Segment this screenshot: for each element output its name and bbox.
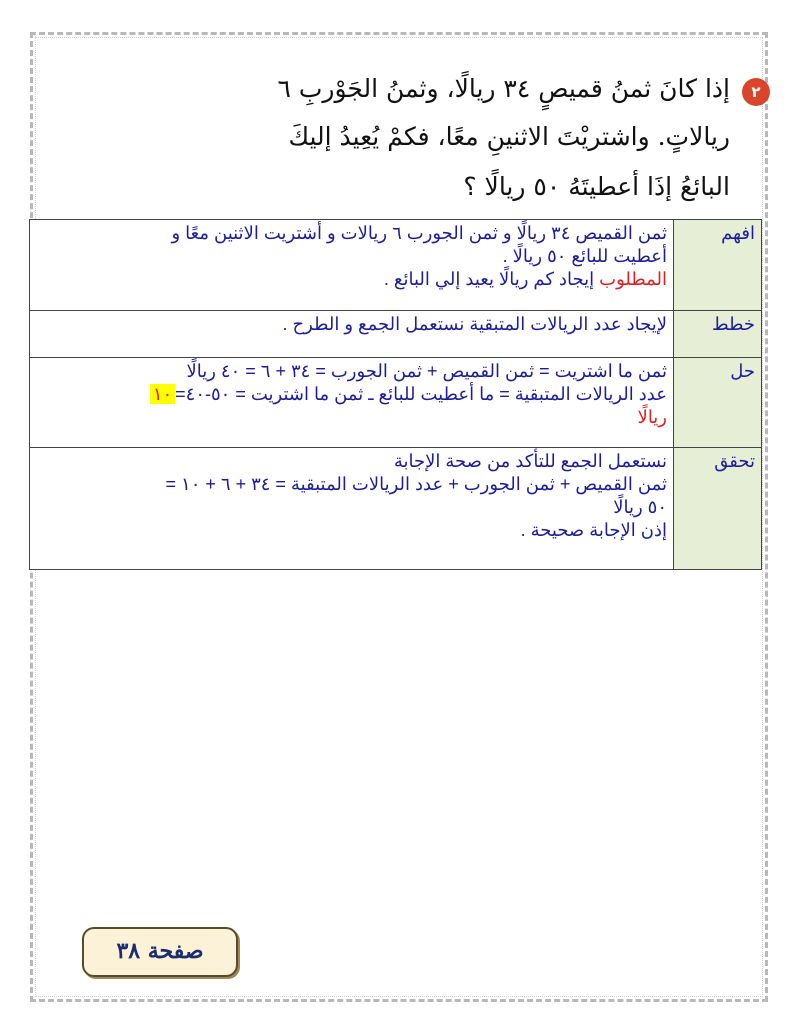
check-line-2: ثمن القميص + ثمن الجورب + عدد الريالات المتبقية = ٣٤ + ٦ + ١٠ = [165, 474, 667, 494]
solution-table [29, 219, 762, 570]
row-plan [30, 311, 762, 358]
row-body-plan [30, 311, 674, 358]
problem-line-2: ريالاتٍ. واشتريْتَ الاثنينِ معًا، فكمْ يُعِيدُ إليكَ [288, 122, 730, 151]
required-text: إيجاد كم ريالًا يعيد إلي البائع . [383, 269, 600, 289]
solve-answer-highlight: ١٠ [150, 384, 175, 404]
solve-line-2 [36, 383, 667, 406]
understand-line-1: ثمن القميص ٣٤ ريالًا و ثمن الجورب ٦ ريالات و أشتريت الاثنين معًا و [171, 223, 667, 243]
row-label-understand: افهم [674, 220, 762, 311]
problem-line-3: البائعُ إذَا أعطيتَهُ ٥٠ ريالًا ؟ [463, 172, 730, 201]
page-number-badge: صفحة ٣٨ [82, 927, 238, 977]
required-word: المطلوب [599, 269, 667, 289]
solve-line-1: ثمن ما اشتريت = ثمن القميص + ثمن الجورب = ٣٤ + ٦ = ٤٠ ريالًا [186, 361, 667, 381]
row-label-plan: خطط [674, 311, 762, 358]
solve-answer-unit: ريالًا [637, 407, 667, 427]
solve-equation: عدد الريالات المتبقية = ما أعطيت للبائع ـ ثمن ما اشتريت = ٥٠-٤٠= [175, 384, 667, 404]
row-body-check [30, 448, 674, 570]
understand-required [36, 268, 667, 291]
understand-line-2: أعطيت للبائع ٥٠ ريالًا . [502, 246, 667, 266]
row-solve [30, 358, 762, 448]
row-understand [30, 220, 762, 311]
row-body-understand [30, 220, 674, 311]
problem-line-1: إذا كانَ ثمنُ قميصٍ ٣٤ ريالًا، وثمنُ الجَوْربِ ٦ [277, 74, 730, 103]
check-line-3: ٥٠ ريالًا [613, 497, 667, 517]
row-label-solve: حل [674, 358, 762, 448]
row-body-solve [30, 358, 674, 448]
row-label-check: تحقق [674, 448, 762, 570]
check-line-1: نستعمل الجمع للتأكد من صحة الإجابة [393, 451, 667, 471]
plan-line-1: لإيجاد عدد الريالات المتبقية نستعمل الجمع و الطرح . [282, 314, 667, 334]
check-line-4: إذن الإجابة صحيحة . [520, 520, 667, 540]
problem-number-badge: ٢ [742, 78, 770, 106]
row-check [30, 448, 762, 570]
